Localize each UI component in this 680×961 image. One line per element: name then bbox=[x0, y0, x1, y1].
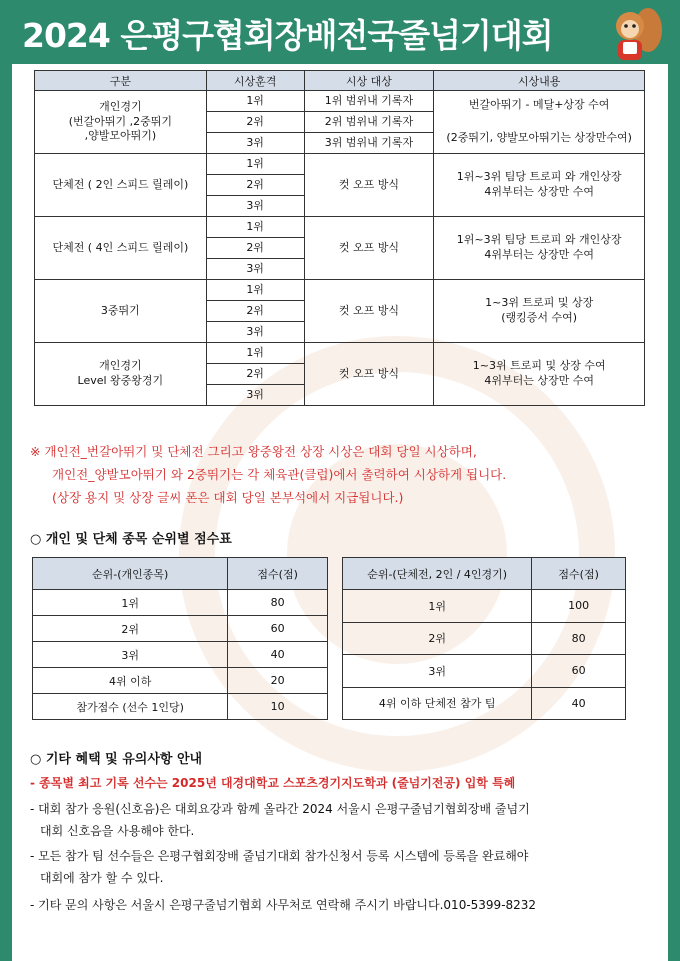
awards-header-rank: 시상훈격 bbox=[206, 71, 304, 91]
page-title: 2024 은평구협회장배전국줄넘기대회 bbox=[22, 16, 553, 55]
score-section-heading: ○ 개인 및 단체 종목 순위별 점수표 bbox=[30, 532, 232, 547]
rank-cell: 3위 bbox=[206, 133, 304, 154]
target-cell: 컷 오프 방식 bbox=[304, 280, 434, 343]
target-cell: 컷 오프 방식 bbox=[304, 217, 434, 280]
awards-header-content: 시상내용 bbox=[434, 71, 645, 91]
award-note-line: (상장 용지 및 상장 글씨 폰은 대회 당일 본부석에서 지급됩니다.) bbox=[52, 490, 404, 505]
award-note-line: 개인전_양발모아뛰기 와 2중뛰기는 각 체육관(클럽)에서 출력하여 시상하게 됩니다. bbox=[52, 467, 507, 482]
content-cell: 1위~3위 팀당 트로피 와 개인상장 4위부터는 상장만 수여 bbox=[434, 154, 645, 217]
rank-cell: 1위 bbox=[206, 91, 304, 112]
team-header-rank: 순위-(단체전, 2인 / 4인경기) bbox=[343, 558, 532, 590]
individual-header-rank: 순위-(개인종목) bbox=[33, 558, 228, 590]
table-row bbox=[35, 154, 645, 175]
content-cell: 1위~3위 팀당 트로피 와 개인상장 4위부터는 상장만 수여 bbox=[434, 217, 645, 280]
rank-cell: 2위 bbox=[206, 175, 304, 196]
benefit-item: - 모든 참가 팀 선수들은 은평구협회장배 줄넘기대회 참가신청서 등록 시스템에 등록을 완료해야 bbox=[30, 849, 529, 863]
content-cell: 번갈아뛰기 - 메달+상장 수여 (2중뛰기, 양발모아뛰기는 상장만수여) bbox=[434, 91, 645, 154]
team-header-score: 점수(점) bbox=[532, 558, 626, 590]
target-cell: 컷 오프 방식 bbox=[304, 154, 434, 217]
rank-cell: 2위 bbox=[206, 112, 304, 133]
document-page bbox=[12, 64, 668, 961]
table-row: 4위 이하 20 bbox=[33, 668, 328, 694]
rank-cell: 1위 bbox=[206, 343, 304, 364]
content-cell: 1~3위 트로피 및 상장 (랭킹증서 수여) bbox=[434, 280, 645, 343]
table-row bbox=[35, 343, 645, 364]
rank-cell: 1위 bbox=[206, 217, 304, 238]
individual-header-score: 점수(점) bbox=[228, 558, 328, 590]
benefits-heading: ○ 기타 혜택 및 유의사항 안내 bbox=[30, 752, 203, 767]
table-row bbox=[35, 280, 645, 301]
rank-cell: 3위 bbox=[206, 259, 304, 280]
table-row: 참가점수 (선수 1인당) 10 bbox=[33, 694, 328, 720]
title-banner bbox=[0, 0, 680, 64]
rank-cell: 3위 bbox=[206, 196, 304, 217]
table-row: 2위 80 bbox=[343, 622, 626, 655]
table-row: 3위 60 bbox=[343, 655, 626, 688]
benefit-item: 대회에 참가 할 수 있다. bbox=[40, 871, 164, 885]
category-cell: 개인경기 Level 왕중왕경기 bbox=[35, 343, 207, 406]
target-cell: 3위 범위내 기록자 bbox=[304, 133, 434, 154]
individual-score-table bbox=[32, 557, 328, 720]
table-row: 1위 80 bbox=[33, 590, 328, 616]
awards-table bbox=[34, 70, 645, 406]
source-credit: ⓒ한국태권도신문 bbox=[549, 938, 658, 954]
category-cell: 3중뛰기 bbox=[35, 280, 207, 343]
target-cell: 1위 범위내 기록자 bbox=[304, 91, 434, 112]
table-row bbox=[35, 91, 645, 112]
rank-cell: 3위 bbox=[206, 322, 304, 343]
table-row: 1위 100 bbox=[343, 590, 626, 623]
team-score-table bbox=[342, 557, 626, 720]
benefit-item: - 대회 참가 응원(신호음)은 대회요강과 함께 올라간 2024 서울시 은평구줄넘기협회장배 줄넘기 bbox=[30, 802, 530, 816]
rank-cell: 3위 bbox=[206, 385, 304, 406]
content-cell: 1~3위 트로피 및 상장 수여 4위부터는 상장만 수여 bbox=[434, 343, 645, 406]
rank-cell: 2위 bbox=[206, 238, 304, 259]
table-row: 2위 60 bbox=[33, 616, 328, 642]
rank-cell: 2위 bbox=[206, 301, 304, 322]
rank-cell: 1위 bbox=[206, 154, 304, 175]
table-row: 4위 이하 단체전 참가 팀 40 bbox=[343, 687, 626, 720]
benefit-item: 대회 신호음을 사용해야 한다. bbox=[40, 824, 195, 838]
rank-cell: 2위 bbox=[206, 364, 304, 385]
benefit-highlight: - 종목별 최고 기록 선수는 2025년 대경대학교 스포츠경기지도학과 (줄넘기전공) 입학 특혜 bbox=[30, 776, 516, 790]
category-cell: 단체전 ( 4인 스피드 릴레이) bbox=[35, 217, 207, 280]
target-cell: 2위 범위내 기록자 bbox=[304, 112, 434, 133]
rank-cell: 1위 bbox=[206, 280, 304, 301]
table-row bbox=[35, 217, 645, 238]
target-cell: 컷 오프 방식 bbox=[304, 343, 434, 406]
category-cell: 단체전 ( 2인 스피드 릴레이) bbox=[35, 154, 207, 217]
awards-header-target: 시상 대상 bbox=[304, 71, 434, 91]
category-cell: 개인경기 (번갈아뛰기 ,2중뛰기 ,양발모아뛰기) bbox=[35, 91, 207, 154]
benefit-item: - 기타 문의 사항은 서울시 은평구줄넘기협회 사무처로 연락해 주시기 바랍니다.010-5399-8232 bbox=[30, 898, 537, 912]
table-row: 3위 40 bbox=[33, 642, 328, 668]
squirrel-mascot-icon bbox=[604, 4, 664, 64]
awards-header-category: 구분 bbox=[35, 71, 207, 91]
award-note-line: ※ 개인전_번갈아뛰기 및 단체전 그리고 왕중왕전 상장 시상은 대회 당일 시상하며, bbox=[30, 444, 477, 459]
